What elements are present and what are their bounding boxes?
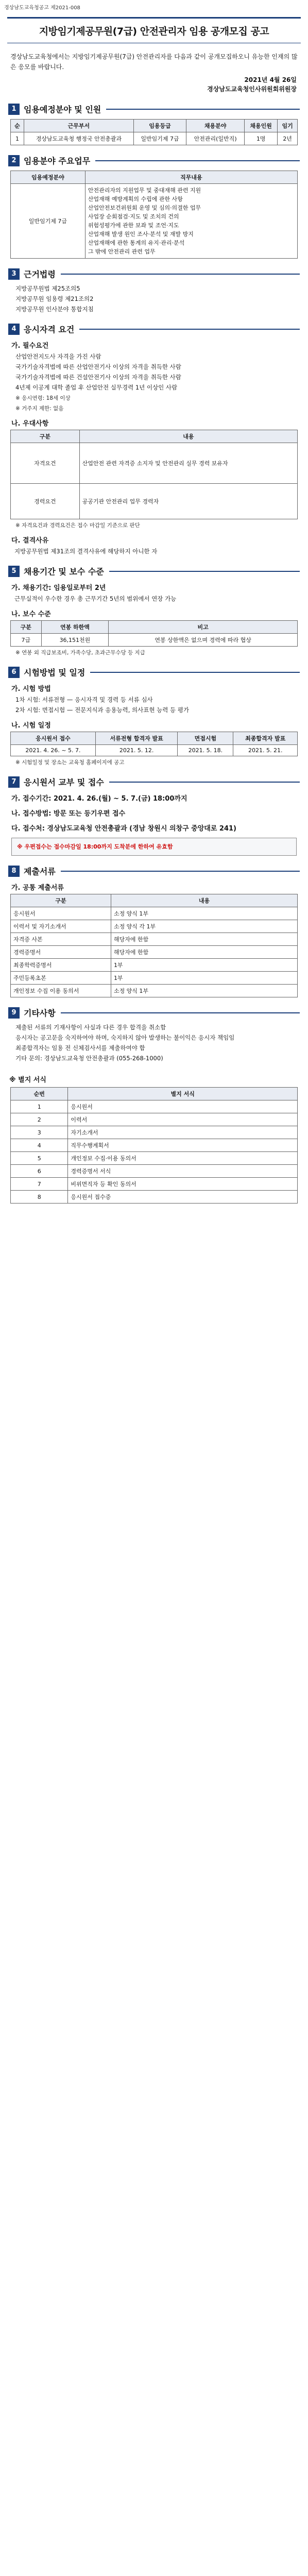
table-cell: 1명 (245, 132, 278, 145)
table-cell: 응시원서 (68, 1100, 298, 1113)
table-cell: 5 (11, 1152, 68, 1165)
table-header: 구분 (11, 894, 111, 907)
subsection-title: 다. 결격사유 (11, 537, 49, 545)
table-header: 연봉 하한액 (41, 621, 109, 634)
table-cell: 공공기관 안전관리 업무 경력자 (79, 484, 297, 519)
table-header: 채용분야 (186, 120, 245, 132)
table-cell: 개인정보 수집·이용 동의서 (68, 1152, 298, 1165)
table-cell: 2021. 4. 26. ~ 5. 7. (11, 745, 96, 756)
recruitment-table (10, 119, 298, 145)
subsection-title: 가. 필수요건 (11, 342, 49, 350)
section-7-header (8, 776, 300, 788)
table-cell: 직무수행계획서 (68, 1139, 298, 1152)
section-title: 응시자격 요건 (24, 325, 75, 334)
table-header: 구분 (11, 430, 80, 443)
table-header: 순 (11, 120, 24, 132)
table-cell: 해당자에 한함 (111, 933, 297, 946)
table-cell: 1 (11, 1100, 68, 1113)
divider (106, 109, 300, 110)
table-row (11, 1165, 298, 1178)
page-title: 지방임기제공무원(7급) 안전관리자 임용 공개모집 공고 (39, 26, 269, 37)
table-cell: 소정 양식 1부 (111, 985, 297, 997)
section-title: 근거법령 (24, 269, 56, 279)
list-item: 1차 시험: 서류전형 — 응시자격 및 경력 등 서류 심사 (15, 696, 153, 703)
intro-text: 경상남도교육청에서는 지방임기제공무원(7급) 안전관리자를 다음과 같이 공개모집하오니 유능한 인재의 많은 응모를 바랍니다. (10, 53, 298, 71)
table-row (11, 933, 298, 946)
org-text: 경상남도교육청인사위원회위원장 (207, 86, 297, 93)
section-4-header (8, 323, 300, 335)
list-item: 산업재해에 관한 통계의 유지·관리·분석 (88, 240, 185, 246)
table-header: 근무부서 (24, 120, 133, 132)
table-cell: 경력증명서 서식 (68, 1165, 298, 1178)
table-cell: 2021. 5. 21. (233, 745, 298, 756)
list-item: 국가기술자격법에 따른 건설안전기사 이상의 자격을 취득한 사람 (15, 374, 181, 381)
list-item: 국가기술자격법에 따른 산업안전기사 이상의 자격을 취득한 사람 (15, 363, 181, 370)
table-row (11, 920, 298, 933)
section-title: 기타사항 (24, 1008, 56, 1018)
table-cell: 이력서 (68, 1113, 298, 1126)
note: ※ 연봉 외 직급보조비, 가족수당, 초과근무수당 등 지급 (15, 650, 145, 656)
table-header: 면접시험 (178, 732, 233, 745)
table-header: 임용예정분야 (11, 171, 85, 184)
announcement-number: 경상남도교육청공고 제2021-008 (4, 5, 80, 11)
table-cell: 응시원서 (11, 907, 111, 920)
section-number: 9 (8, 1007, 20, 1019)
list-item: 위험성평가에 관한 보좌 및 조언·지도 (88, 222, 179, 229)
divider (95, 160, 300, 161)
table-cell: 산업안전 관련 자격증 소지자 및 안전관리 실무 경력 보유자 (79, 443, 297, 484)
list-item: 지방공무원 임용령 제21조의2 (15, 295, 94, 302)
list-item: 산업재해 발생 원인 조사·분석 및 재발 방지 (88, 231, 194, 238)
preference-table (10, 430, 298, 519)
subsection-title: 나. 보수 수준 (11, 611, 51, 618)
table-cell: 소정 양식 1부 (111, 907, 297, 920)
table-cell: 7급 (11, 634, 42, 647)
subsection-title: 나. 접수방법: 방문 또는 등기우편 접수 (11, 810, 126, 818)
table-row (11, 946, 298, 959)
divider (109, 571, 300, 572)
section-8-header (8, 865, 300, 877)
table-cell: 4 (11, 1139, 68, 1152)
section-number: 4 (8, 324, 20, 335)
table-header: 임기 (278, 120, 298, 132)
table-cell: 자격요건 (11, 443, 80, 484)
table-header: 최종합격자 발표 (233, 732, 298, 745)
table-row (11, 184, 298, 259)
subsection-title: 나. 시험 일정 (11, 722, 51, 730)
note: ※ 거주지 제한: 없음 (15, 405, 64, 412)
section-title: 시험방법 및 일정 (24, 668, 85, 677)
schedule-table (10, 732, 298, 756)
section-title: 채용기간 및 보수 수준 (24, 567, 104, 577)
note: ※ 자격요건과 경력요건은 접수 마감일 기준으로 판단 (15, 522, 140, 529)
table-header: 서류전형 합격자 발표 (95, 732, 177, 745)
table-cell: 경력증명서 (11, 946, 111, 959)
list-item: 산업안전보건위원회 운영 및 심의·의결한 업무 (88, 205, 201, 211)
table-row (11, 985, 298, 997)
table-cell: 소정 양식 각 1부 (111, 920, 297, 933)
table-cell: 최종학력증명서 (11, 959, 111, 972)
list-item: 최종합격자는 임용 전 신체검사서를 제출하여야 함 (15, 1044, 145, 1052)
table-row (11, 745, 298, 756)
attachments-table (10, 1087, 298, 1204)
subsection-title: 가. 채용기간: 임용일로부터 2년 (11, 584, 106, 592)
table-header: 직무내용 (85, 171, 297, 184)
section-number: 6 (8, 667, 20, 678)
section-5-header (8, 565, 300, 577)
list-item: 그 밖에 안전관리 관련 업무 (88, 248, 156, 255)
table-cell: 자기소개서 (68, 1126, 298, 1139)
table-header: 채용인원 (245, 120, 278, 132)
subsection-title: 다. 접수처: 경상남도교육청 안전총괄과 (경남 창원시 의창구 중앙대로 241) (11, 825, 236, 833)
table-row (11, 634, 298, 647)
table-cell: 자격증 사본 (11, 933, 111, 946)
list-item: 산업재해 예방계획의 수립에 관한 사항 (88, 196, 183, 202)
divider (79, 329, 300, 330)
attachments-title: ※ 별지 서식 (9, 1076, 46, 1084)
table-cell: 7 (11, 1178, 68, 1191)
note: ※ 시험일정 및 장소는 교육청 홈페이지에 공고 (15, 759, 125, 766)
table-row (11, 959, 298, 972)
subsection-title: 가. 공통 제출서류 (11, 884, 64, 892)
table-header: 임용등급 (133, 120, 186, 132)
table-cell: 6 (11, 1165, 68, 1178)
table-cell: 안전관리(일반직) (186, 132, 245, 145)
table-cell: 1부 (111, 972, 297, 985)
table-cell: 3 (11, 1126, 68, 1139)
pay-table (10, 620, 298, 647)
table-header: 별지 서식 (68, 1088, 298, 1100)
divider (90, 672, 300, 673)
table-cell: 2021. 5. 12. (95, 745, 177, 756)
announcement-date (11, 75, 297, 94)
section-9-header (8, 1007, 300, 1019)
table-cell: 2021. 5. 18. (178, 745, 233, 756)
divider (61, 274, 300, 275)
table-cell: 주민등록초본 (11, 972, 111, 985)
duties-table (10, 171, 298, 259)
section-title: 임용예정분야 및 인원 (24, 105, 101, 114)
section-number: 1 (8, 104, 20, 115)
table-header: 내용 (111, 894, 297, 907)
subsection-title: 가. 접수기간: 2021. 4. 26.(월) ~ 5. 7.(금) 18:00까지 (11, 795, 187, 803)
table-header: 구분 (11, 621, 42, 634)
table-row (11, 1113, 298, 1126)
section-2-header (8, 155, 300, 166)
table-cell: 개인정보 수집 이용 동의서 (11, 985, 111, 997)
subsection-title: 나. 우대사항 (11, 420, 49, 428)
table-row (11, 1100, 298, 1113)
table-row (11, 907, 298, 920)
table-cell: 경상남도교육청 행정국 안전총괄과 (24, 132, 133, 145)
table-cell: 8 (11, 1191, 68, 1204)
list-item: 기타 문의: 경상남도교육청 안전총괄과 (055-268-1000) (15, 1055, 163, 1062)
list-item: 사업장 순회점검·지도 및 조치의 건의 (88, 213, 179, 220)
table-cell: 경력요건 (11, 484, 80, 519)
list-item: 산업안전지도사 자격을 가진 사람 (15, 353, 101, 360)
table-cell: 비위면직자 등 확인 동의서 (68, 1178, 298, 1191)
table-header: 응시원서 접수 (11, 732, 96, 745)
table-header: 순번 (11, 1088, 68, 1100)
section-number: 8 (8, 866, 20, 877)
table-cell: 연봉 상한액은 없으며 경력에 따라 협상 (109, 634, 298, 647)
subsection-title: 가. 시험 방법 (11, 685, 51, 693)
table-row (11, 1191, 298, 1204)
paragraph: 지방공무원법 제31조의 결격사유에 해당하지 아니한 자 (14, 548, 158, 555)
documents-table (10, 894, 298, 997)
duties-cell (85, 184, 297, 259)
table-cell: 일반임기제 7급 (133, 132, 186, 145)
table-row (11, 484, 298, 519)
table-row (11, 972, 298, 985)
section-number: 5 (8, 566, 20, 577)
divider (61, 1012, 300, 1013)
table-row (11, 1152, 298, 1165)
section-number: 3 (8, 268, 20, 280)
table-row (11, 443, 298, 484)
table-cell: 일반임기제 7급 (11, 184, 85, 259)
title-box (7, 17, 301, 43)
table-cell: 36,151천원 (41, 634, 109, 647)
section-number: 7 (8, 776, 20, 788)
section-3-header (8, 268, 300, 280)
date-text: 2021년 4월 26일 (244, 76, 297, 83)
section-title: 제출서류 (24, 867, 56, 876)
divider (61, 871, 300, 872)
table-row (11, 1178, 298, 1191)
table-row (11, 132, 298, 145)
table-header: 비고 (109, 621, 298, 634)
table-cell: 해당자에 한함 (111, 946, 297, 959)
section-number: 2 (8, 155, 20, 166)
table-row (11, 1126, 298, 1139)
section-title: 응시원서 교부 및 접수 (24, 777, 104, 787)
table-header: 내용 (79, 430, 297, 443)
table-cell: 2 (11, 1113, 68, 1126)
list-item: 지방공무원법 제25조의5 (15, 285, 80, 292)
list-item: 안전관리자의 지원업무 및 중대재해 관련 지원 (88, 187, 201, 194)
table-cell: 1 (11, 132, 24, 145)
table-cell: 응시원서 접수증 (68, 1191, 298, 1204)
notice-box: ※ 우편접수는 접수마감일 18:00까지 도착분에 한하여 유효함 (11, 838, 297, 856)
list-item: 4년제 이공계 대학 졸업 후 산업안전 실무경력 1년 이상인 사람 (15, 384, 178, 391)
table-cell: 1부 (111, 959, 297, 972)
list-item: 제출된 서류의 기재사항이 사실과 다른 경우 합격을 취소함 (15, 1024, 166, 1031)
table-cell: 이력서 및 자기소개서 (11, 920, 111, 933)
list-item: 지방공무원 인사분야 통합지침 (15, 306, 94, 313)
table-cell: 2년 (278, 132, 298, 145)
table-row (11, 1139, 298, 1152)
section-6-header (8, 666, 300, 678)
list-item: 2차 시험: 면접시험 — 전문지식과 응용능력, 의사표현 능력 등 평가 (15, 706, 189, 714)
section-title: 임용분야 주요업무 (24, 156, 91, 166)
list-item: 응시자는 공고문을 숙지하여야 하며, 숙지하지 않아 발생하는 불이익은 응시자 책임임 (15, 1034, 235, 1041)
divider (109, 782, 300, 783)
section-1-header (8, 103, 300, 115)
note: ※ 응시연령: 18세 이상 (15, 395, 71, 401)
paragraph: 근무실적이 우수한 경우 총 근무기간 5년의 범위에서 연장 가능 (14, 595, 177, 602)
